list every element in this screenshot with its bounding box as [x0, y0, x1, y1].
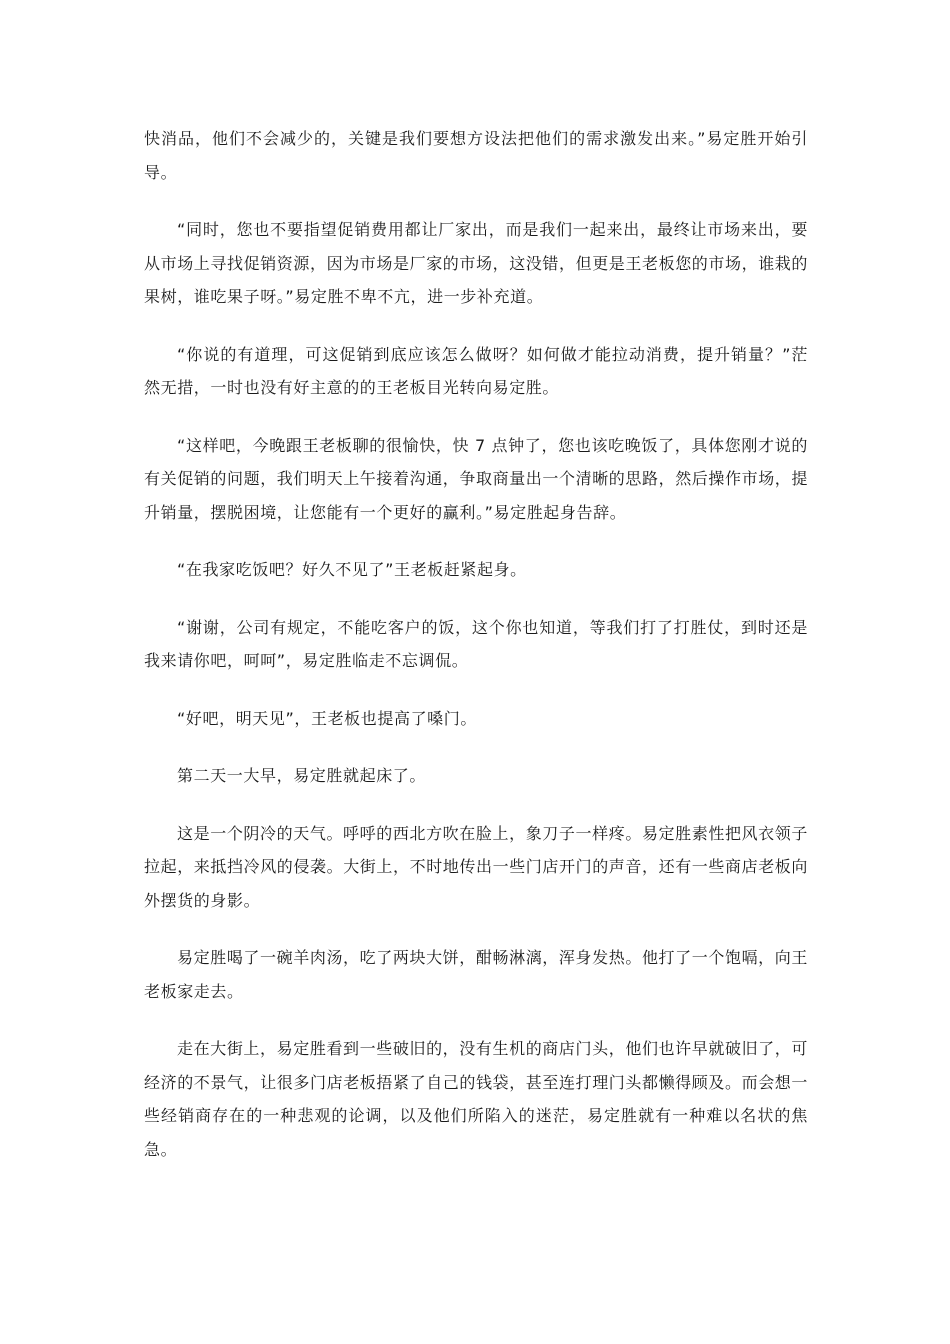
paragraph-8: 第二天一大早，易定胜就起床了。	[177, 766, 427, 785]
paragraph-6: “谢谢，公司有规定，不能吃客户的饭，这个你也知道，等我们打了打胜仗，到时还是我来请你吧，呵呵”，易定胜临走不忘调侃。	[144, 617, 808, 670]
paragraph-7: “好吧，明天见”，王老板也提高了嗓门。	[177, 708, 477, 728]
paragraph-3: “你说的有道理，可这促销到底应该怎么做呀？如何做才能拉动消费，提升销量？”茫然无措，一时也没有好主意的的王老板目光转向易定胜。	[144, 344, 808, 397]
paragraph-5: “在我家吃饭吧？好久不见了”王老板赶紧起身。	[177, 560, 527, 579]
paragraph-9: 这是一个阴冷的天气。呼呼的西北方吹在脸上，象刀子一样疼。易定胜素性把风衣领子拉起，来抵挡冷风的侵袭。大街上，不时地传出一些门店开门的声音，还有一些商店老板向外摆货的身影。	[144, 823, 809, 910]
paragraph-11: 走在大街上，易定胜看到一些破旧的，没有生机的商店门头，他们也许早就破旧了，可经济的不景气，让很多门店老板捂紧了自己的钱袋，甚至连打理门头都懒得顾及。而会想一些经销商存在的一种悲观的论调，以及他们所陷入的迷茫，易定胜就有一种难以名状的焦急。	[144, 1039, 809, 1159]
document-body	[144, 122, 808, 1190]
paragraph-10: 易定胜喝了一碗羊肉汤，吃了两块大饼，酣畅淋漓，浑身发热。他打了一个饱嗝，向王老板家走去。	[144, 948, 808, 1001]
paragraph-4: “这样吧，今晚跟王老板聊的很愉快，快 7 点钟了，您也该吃晚饭了，具体您刚才说的有关促销的问题，我们明天上午接着沟通，争取商量出一个清晰的思路，然后操作市场，提升销量，摆脱困境，让您能有一个更好的赢利。”易定胜起身告辞。	[144, 435, 809, 522]
paragraph-2: “同时，您也不要指望促销费用都让厂家出，而是我们一起来出，最终让市场来出，要从市场上寻找促销资源，因为市场是厂家的市场，这没错，但更是王老板您的市场，谁栽的果树，谁吃果子呀。”易定胜不卑不亢，进一步补充道。	[144, 220, 809, 306]
paragraph-1: 快消品，他们不会减少的，关键是我们要想方设法把他们的需求激发出来。”易定胜开始引导。	[144, 129, 808, 182]
